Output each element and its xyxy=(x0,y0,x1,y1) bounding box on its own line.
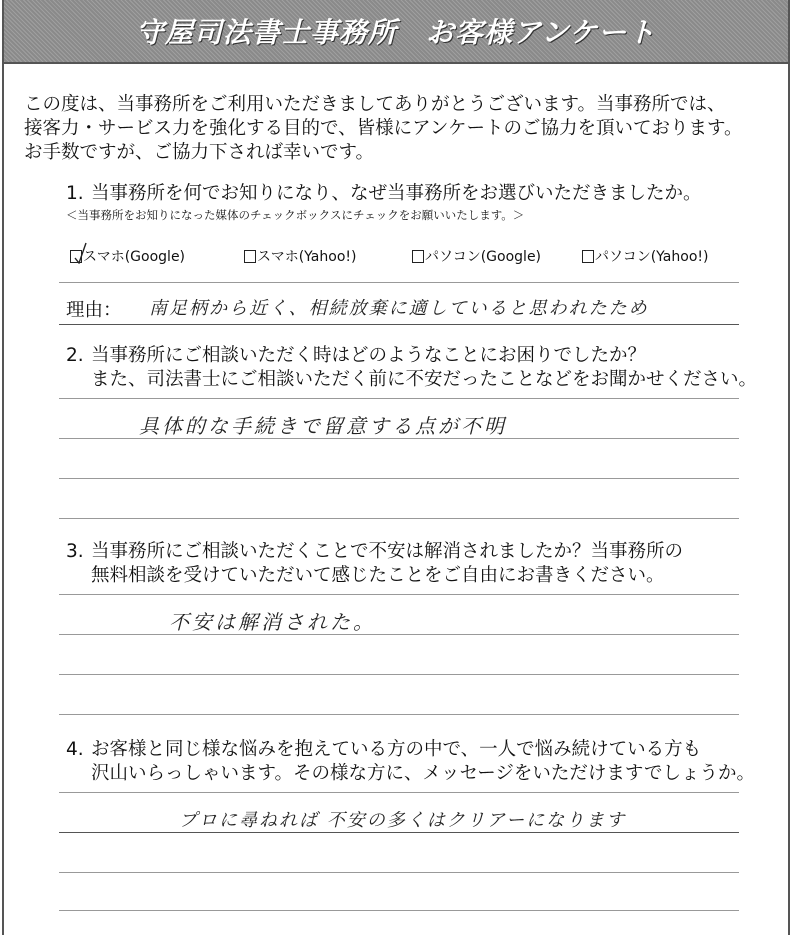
checkbox[interactable] xyxy=(412,250,424,263)
question-text: 沢山いらっしゃいます。その様な方に、メッセージをいただけますでしょうか。 xyxy=(91,763,755,784)
question-3 xyxy=(66,540,683,588)
answer-line xyxy=(59,674,739,675)
question-text: 当事務所にご相談いただく時はどのようなことにお困りでしたか？ xyxy=(91,345,647,366)
question-text: お客様と同じ様な悩みを抱えている方の中で、一人で悩み続けている方も xyxy=(91,739,702,760)
answer-line xyxy=(59,910,739,911)
survey-sheet xyxy=(2,0,790,935)
answer-line xyxy=(59,324,739,325)
question-text: また、司法書士にご相談いただく前に不安だったことなどをお聞かせください。 xyxy=(91,369,758,390)
question-number: 3. xyxy=(66,541,84,562)
question-number: 4. xyxy=(66,739,84,760)
answer-line xyxy=(59,478,739,479)
q3-answer: 不安は解消された。 xyxy=(169,610,376,634)
checkbox[interactable] xyxy=(70,250,82,263)
question-text: 無料相談を受けていただいて感じたことをご自由にお書きください。 xyxy=(91,565,665,586)
intro-paragraph xyxy=(24,93,784,165)
answer-line xyxy=(59,594,739,595)
question-text: 当事務所にご相談いただくことで不安は解消されましたか？当事務所の xyxy=(91,541,684,562)
intro-line: お手数ですが、ご協力下されば幸いです。 xyxy=(24,142,375,163)
option-label: パソコン(Yahoo!) xyxy=(595,249,709,265)
media-options xyxy=(66,246,736,270)
checkbox[interactable] xyxy=(244,250,256,263)
option-label: スマホ(Yahoo!) xyxy=(257,249,357,265)
option-pc-google[interactable] xyxy=(412,246,541,266)
question-number: 2. xyxy=(66,345,84,366)
question-text: 当事務所を何でお知りになり、なぜ当事務所をお選びいただきましたか。 xyxy=(91,183,702,204)
header-banner xyxy=(4,0,788,64)
question-4 xyxy=(66,738,755,786)
q4-answer: プロに尋ねれば 不安の多くはクリアーになります xyxy=(179,810,627,831)
answer-line xyxy=(59,792,739,793)
answer-line xyxy=(59,518,739,519)
option-pc-yahoo[interactable] xyxy=(582,246,708,266)
answer-line xyxy=(59,438,739,439)
question-1-note: ＜当事務所をお知りになった媒体のチェックボックスにチェックをお願いいたします。＞ xyxy=(66,208,525,222)
option-smartphone-yahoo[interactable] xyxy=(244,246,356,266)
intro-line: 接客力・サービス力を強化する目的で、皆様にアンケートのご協力を頂いております。 xyxy=(24,118,743,139)
q2-answer: 具体的な手続きで留意する点が不明 xyxy=(139,414,507,438)
option-smartphone-google[interactable] xyxy=(70,246,185,266)
reason-label: 理由： xyxy=(66,300,122,321)
answer-line xyxy=(59,872,739,873)
check-icon xyxy=(74,242,88,264)
answer-line xyxy=(59,714,739,715)
option-label: スマホ(Google) xyxy=(83,249,186,265)
answer-line xyxy=(59,634,739,635)
option-label: パソコン(Google) xyxy=(425,249,542,265)
answer-line xyxy=(59,398,739,399)
survey-title: 守屋司法書士事務所 お客様アンケート xyxy=(135,16,657,49)
question-number: 1. xyxy=(66,183,84,204)
intro-line: この度は、当事務所をご利用いただきましてありがとうございます。当事務所では、 xyxy=(24,94,726,115)
answer-line xyxy=(59,832,739,833)
question-1 xyxy=(66,182,702,206)
divider xyxy=(59,282,739,283)
checkbox[interactable] xyxy=(582,250,594,263)
question-2 xyxy=(66,344,757,392)
reason-answer: 南足柄から近く、相続放棄に適していると思われたため xyxy=(149,298,649,319)
